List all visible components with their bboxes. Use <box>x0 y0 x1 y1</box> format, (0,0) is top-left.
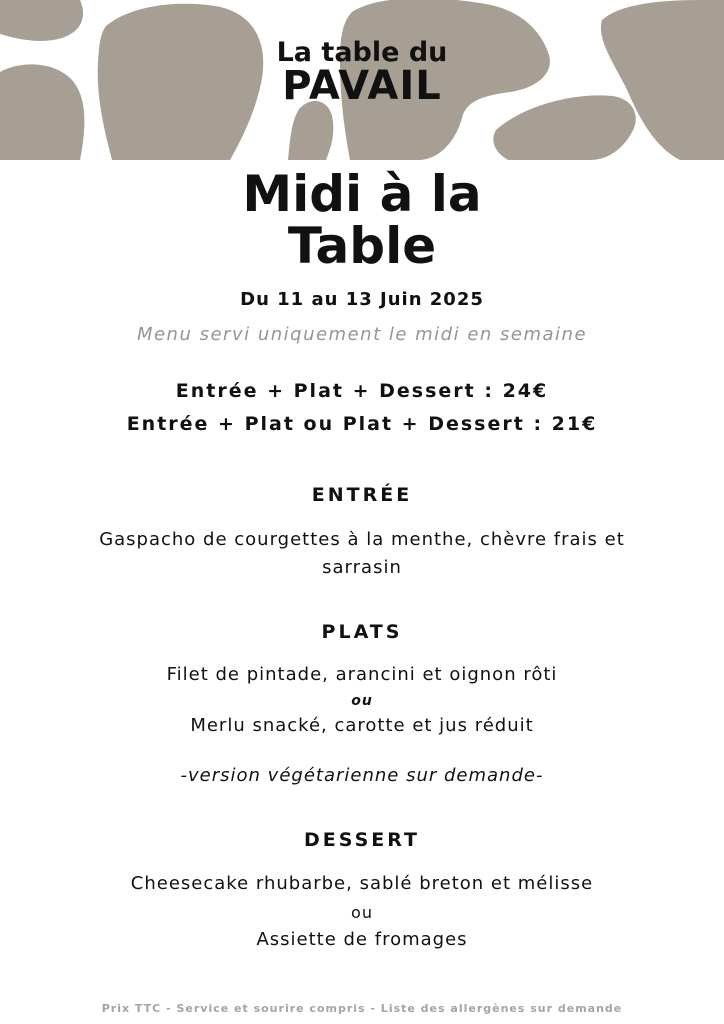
header-banner <box>0 0 724 160</box>
menu-dates: Du 11 au 13 Juin 2025 <box>240 289 484 310</box>
price-partial-menu: Entrée + Plat ou Plat + Dessert : 21€ <box>126 413 598 435</box>
dessert-dish-1: Cheesecake rhubarbe, sablé breton et mélisse <box>130 873 594 894</box>
dessert-dish-2: Assiette de fromages <box>256 929 468 950</box>
menu-subtitle: Menu servi uniquement le midi en semaine <box>136 324 588 345</box>
restaurant-logo <box>0 37 724 109</box>
page-title <box>0 165 724 275</box>
price-full-menu: Entrée + Plat + Dessert : 24€ <box>175 380 549 402</box>
title-line1: Midi à la <box>242 165 482 223</box>
pattern-spot <box>288 101 333 160</box>
plat-dish-1: Filet de pintade, arancini et oignon rôti <box>166 664 558 685</box>
dessert-separator: ou <box>351 903 373 922</box>
logo-line1: La table du <box>276 37 448 68</box>
logo-line2: PAVAIL <box>282 63 442 109</box>
entree-dish-line2: sarrasin <box>322 557 402 578</box>
plat-separator: ou <box>351 693 373 709</box>
section-heading-entree: ENTRÉE <box>311 484 413 506</box>
section-heading-dessert: DESSERT <box>304 829 420 851</box>
title-line2: Table <box>287 217 437 275</box>
pattern-spot <box>0 0 83 41</box>
vegetarian-note: -version végétarienne sur demande- <box>180 765 544 786</box>
entree-dish-line1: Gaspacho de courgettes à la menthe, chèvre frais et <box>99 529 625 550</box>
footer-note: Prix TTC - Service et sourire compris - Liste des allergènes sur demande <box>101 1002 623 1015</box>
plat-dish-2: Merlu snacké, carotte et jus réduit <box>190 715 534 736</box>
section-heading-plats: PLATS <box>321 621 403 643</box>
